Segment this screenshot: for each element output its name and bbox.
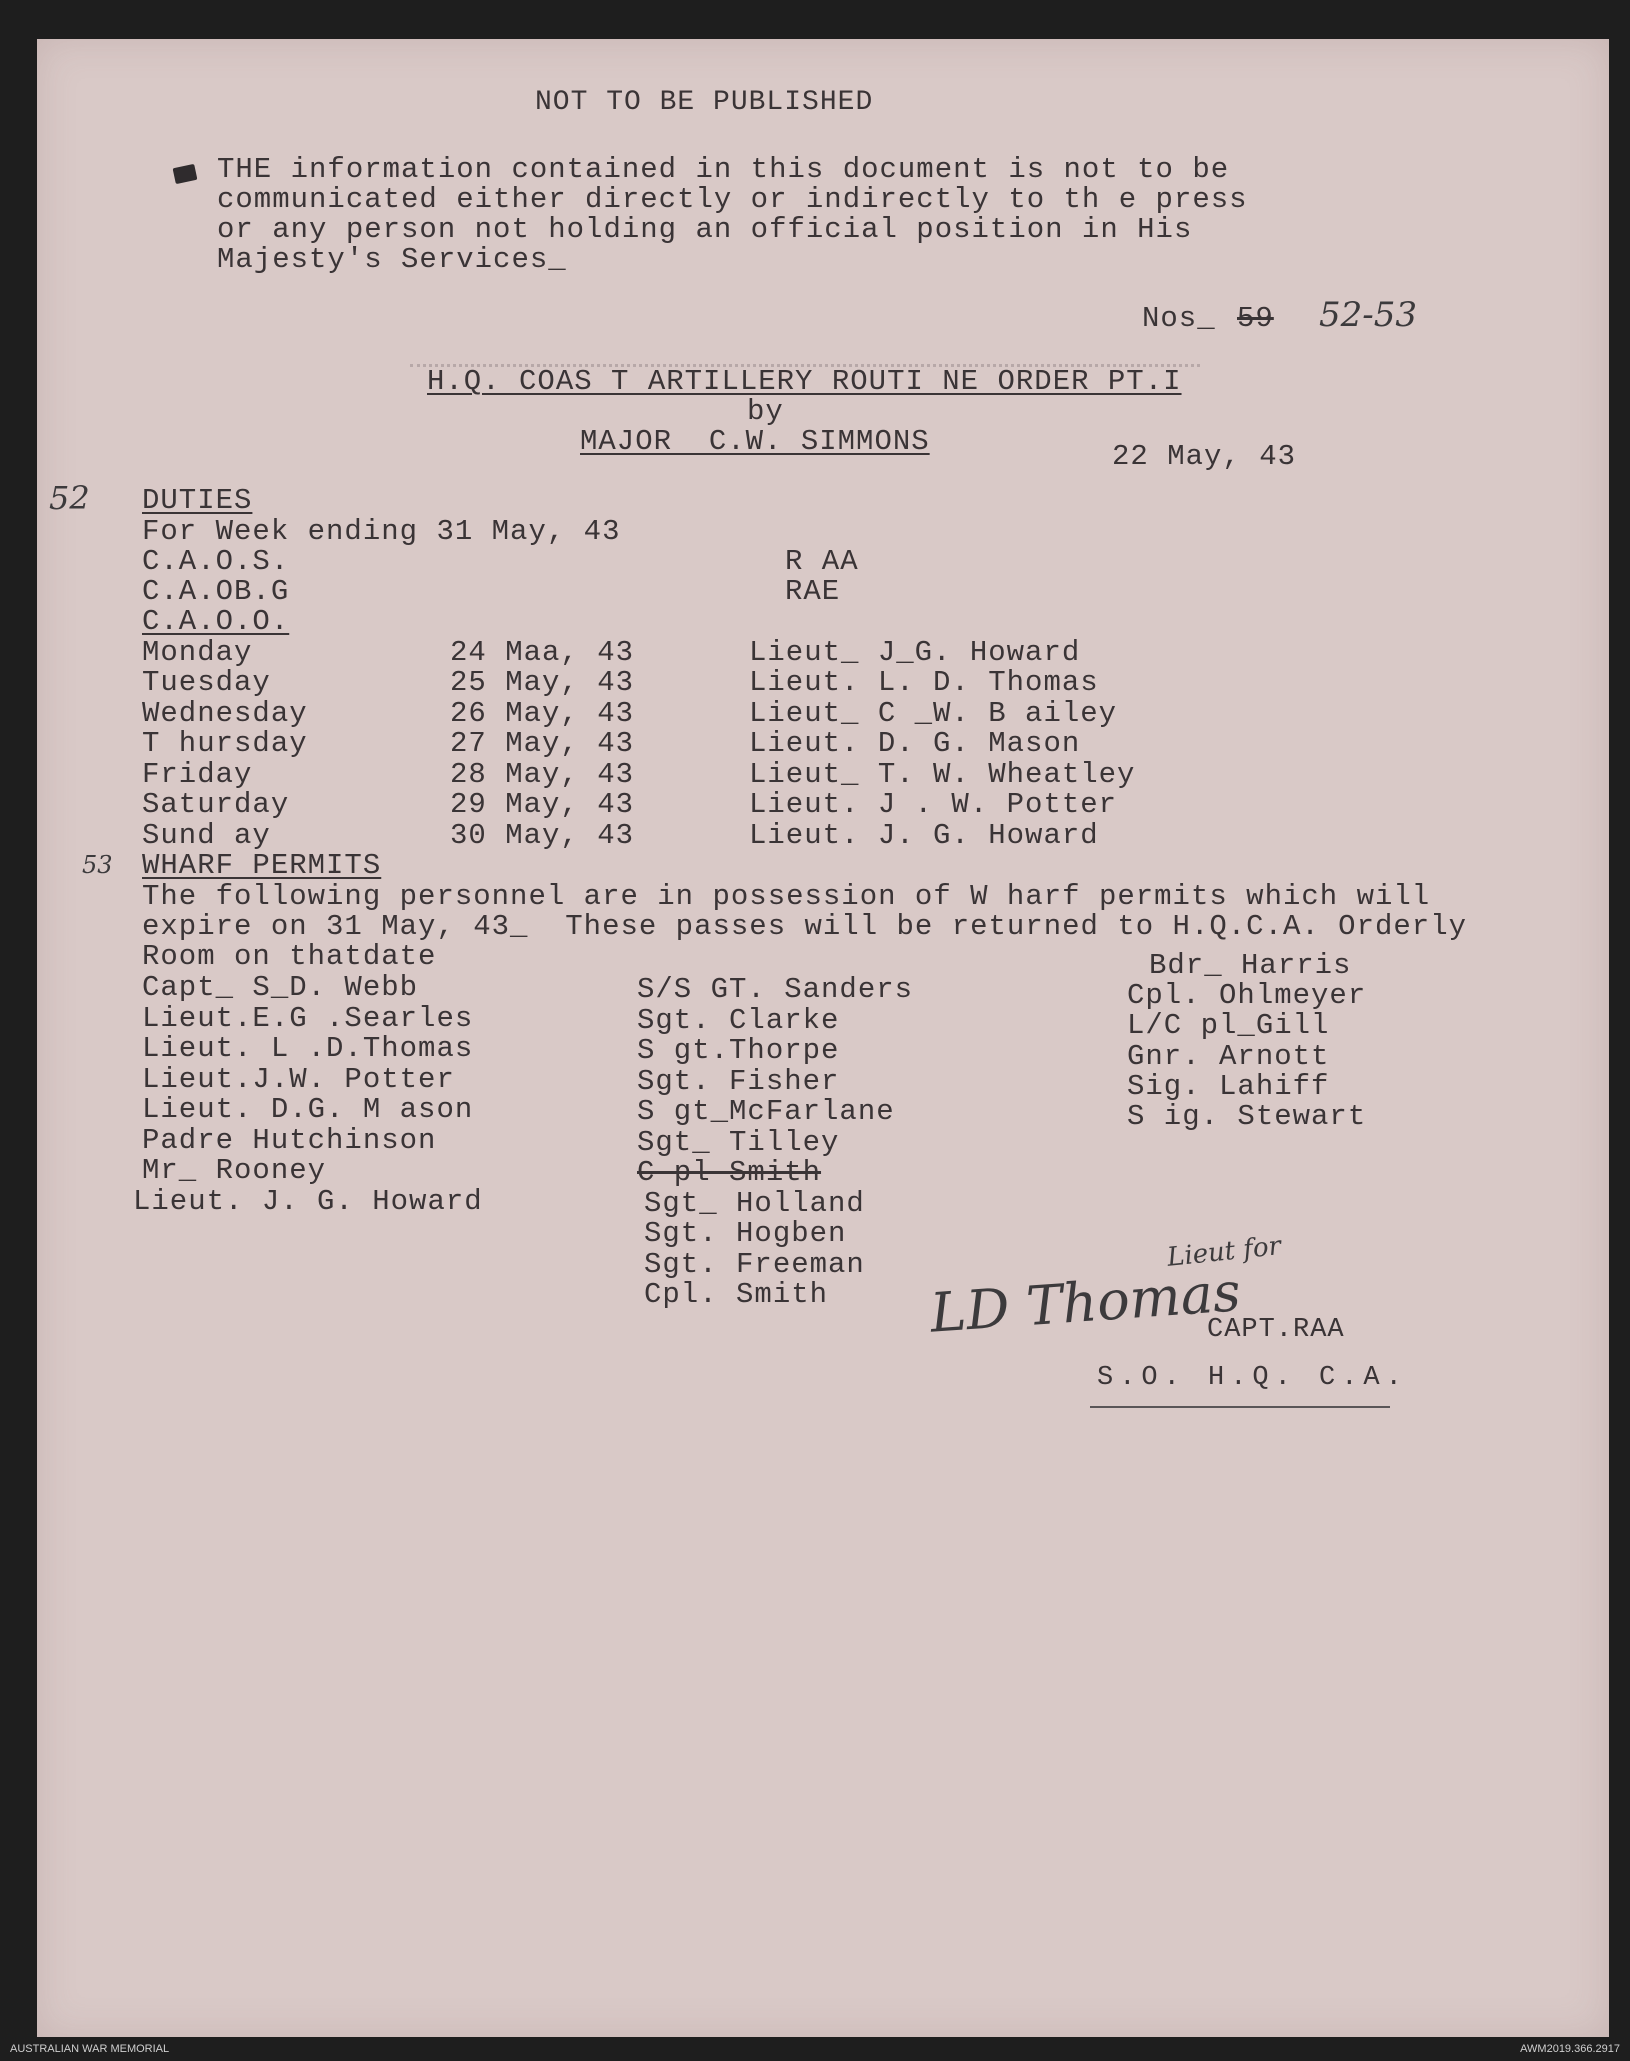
duty-officer: Lieut_ C _W. B ailey xyxy=(749,697,1118,730)
permit-holder: Sgt. Hogben xyxy=(644,1217,847,1250)
permit-holder: Lieut.J.W. Potter xyxy=(142,1063,455,1096)
nos-handwritten-number: 52-53 xyxy=(1319,295,1418,335)
permit-holder: Gnr. Arnott xyxy=(1127,1040,1330,1073)
signature-underline xyxy=(1090,1406,1390,1408)
duties-rae: RAE xyxy=(785,575,841,608)
footer-right: AWM2019.366.2917 xyxy=(1520,2043,1620,2055)
permit-holder: L/C pl_Gill xyxy=(1127,1009,1330,1042)
notice-line: communicated either directly or indirectly to th e press xyxy=(217,183,1248,216)
permit-holder: S gt.Thorpe xyxy=(637,1034,840,1067)
duty-officer: Lieut_ J_G. Howard xyxy=(749,636,1081,669)
signature-rank: CAPT.RAA xyxy=(1207,1315,1345,1345)
duty-day: Monday xyxy=(142,636,253,669)
permit-holder: Cpl. Smith xyxy=(644,1278,829,1311)
duty-date: 29 May, 43 xyxy=(450,788,635,821)
duty-day: Sund ay xyxy=(142,819,271,852)
nos-struck-number: 59 xyxy=(1237,302,1274,335)
permit-holder-struck: C pl Smith xyxy=(637,1156,822,1189)
permit-holder: Sgt. Clarke xyxy=(637,1004,840,1037)
duty-day: Tuesday xyxy=(142,666,271,699)
duty-date: 30 May, 43 xyxy=(450,819,635,852)
permit-holder: Mr_ Rooney xyxy=(142,1154,327,1187)
duty-day: Saturday xyxy=(142,788,290,821)
duty-day: Wednesday xyxy=(142,697,308,730)
duty-officer: Lieut_ T. W. Wheatley xyxy=(749,758,1136,791)
duty-date: 26 May, 43 xyxy=(450,697,635,730)
permit-holder: S gt_McFarlane xyxy=(637,1095,895,1128)
signature-annotation: Lieut for xyxy=(1165,1231,1283,1273)
duties-margin-number: 52 xyxy=(49,479,90,517)
classification-heading: NOT TO BE PUBLISHED xyxy=(535,87,874,118)
permit-holder: Bdr_ Harris xyxy=(1149,949,1352,982)
wharf-heading: WHARF PERMITS xyxy=(142,849,382,882)
notice-line: Majesty's Services_ xyxy=(217,243,567,276)
duties-caos: C.A.O.S. xyxy=(142,545,290,578)
permit-holder: Lieut. D.G. M ason xyxy=(142,1093,474,1126)
duty-date: 28 May, 43 xyxy=(450,758,635,791)
footer-left: AUSTRALIAN WAR MEMORIAL xyxy=(10,2043,170,2055)
permit-holder: Lieut.E.G .Searles xyxy=(142,1002,474,1035)
signature-position: S.O. H.Q. C.A. xyxy=(1097,1363,1408,1393)
permit-holder: Capt_ S_D. Webb xyxy=(142,971,419,1004)
signature: LD Thomas xyxy=(928,1260,1243,1345)
order-title: H.Q. COAS T ARTILLERY ROUTI NE ORDER PT.I xyxy=(427,365,1182,398)
order-by: by xyxy=(747,395,784,428)
duties-caobg: C.A.OB.G xyxy=(142,575,290,608)
duties-week-line: For Week ending 31 May, 43 xyxy=(142,515,621,548)
document-page xyxy=(37,39,1609,2037)
permit-holder: S/S GT. Sanders xyxy=(637,973,914,1006)
notice-line: or any person not holding an official position in His xyxy=(217,213,1193,246)
permit-holder: Cpl. Ohlmeyer xyxy=(1127,979,1367,1012)
wharf-text-line: The following personnel are in possession of W harf permits which will xyxy=(142,880,1431,913)
stamp-mark xyxy=(173,164,198,184)
duty-officer: Lieut. J. G. Howard xyxy=(749,819,1099,852)
duty-officer: Lieut. L. D. Thomas xyxy=(749,666,1099,699)
duties-raa: R AA xyxy=(785,545,859,578)
duty-date: 24 Maa, 43 xyxy=(450,636,635,669)
duty-officer: Lieut. D. G. Mason xyxy=(749,727,1081,760)
duty-date: 25 May, 43 xyxy=(450,666,635,699)
order-date: 22 May, 43 xyxy=(1112,440,1297,473)
wharf-text-line: expire on 31 May, 43_ These passes will be returned to H.Q.C.A. Orderly xyxy=(142,910,1468,943)
permit-holder: Lieut. L .D.Thomas xyxy=(142,1032,474,1065)
duties-heading: DUTIES xyxy=(142,484,253,517)
wharf-text-line: Room on thatdate xyxy=(142,940,437,973)
duty-day: T hursday xyxy=(142,727,308,760)
permit-holder: Sig. Lahiff xyxy=(1127,1070,1330,1103)
nos-label: Nos_ xyxy=(1142,302,1216,335)
duty-date: 27 May, 43 xyxy=(450,727,635,760)
notice-line: THE information contained in this document is not to be xyxy=(217,153,1230,186)
permit-holder: S ig. Stewart xyxy=(1127,1100,1367,1133)
duty-officer: Lieut. J . W. Potter xyxy=(749,788,1118,821)
permit-holder: Sgt. Freeman xyxy=(644,1248,865,1281)
permit-holder: Sgt_ Holland xyxy=(644,1187,865,1220)
duties-caoo: C.A.O.O. xyxy=(142,605,290,638)
duty-day: Friday xyxy=(142,758,253,791)
permit-holder: Sgt. Fisher xyxy=(637,1065,840,1098)
permit-holder: Lieut. J. G. Howard xyxy=(133,1185,483,1218)
wharf-margin-number: 53 xyxy=(82,851,113,879)
permit-holder: Padre Hutchinson xyxy=(142,1124,437,1157)
order-author: MAJOR C.W. SIMMONS xyxy=(580,425,930,458)
permit-holder: Sgt_ Tilley xyxy=(637,1126,840,1159)
